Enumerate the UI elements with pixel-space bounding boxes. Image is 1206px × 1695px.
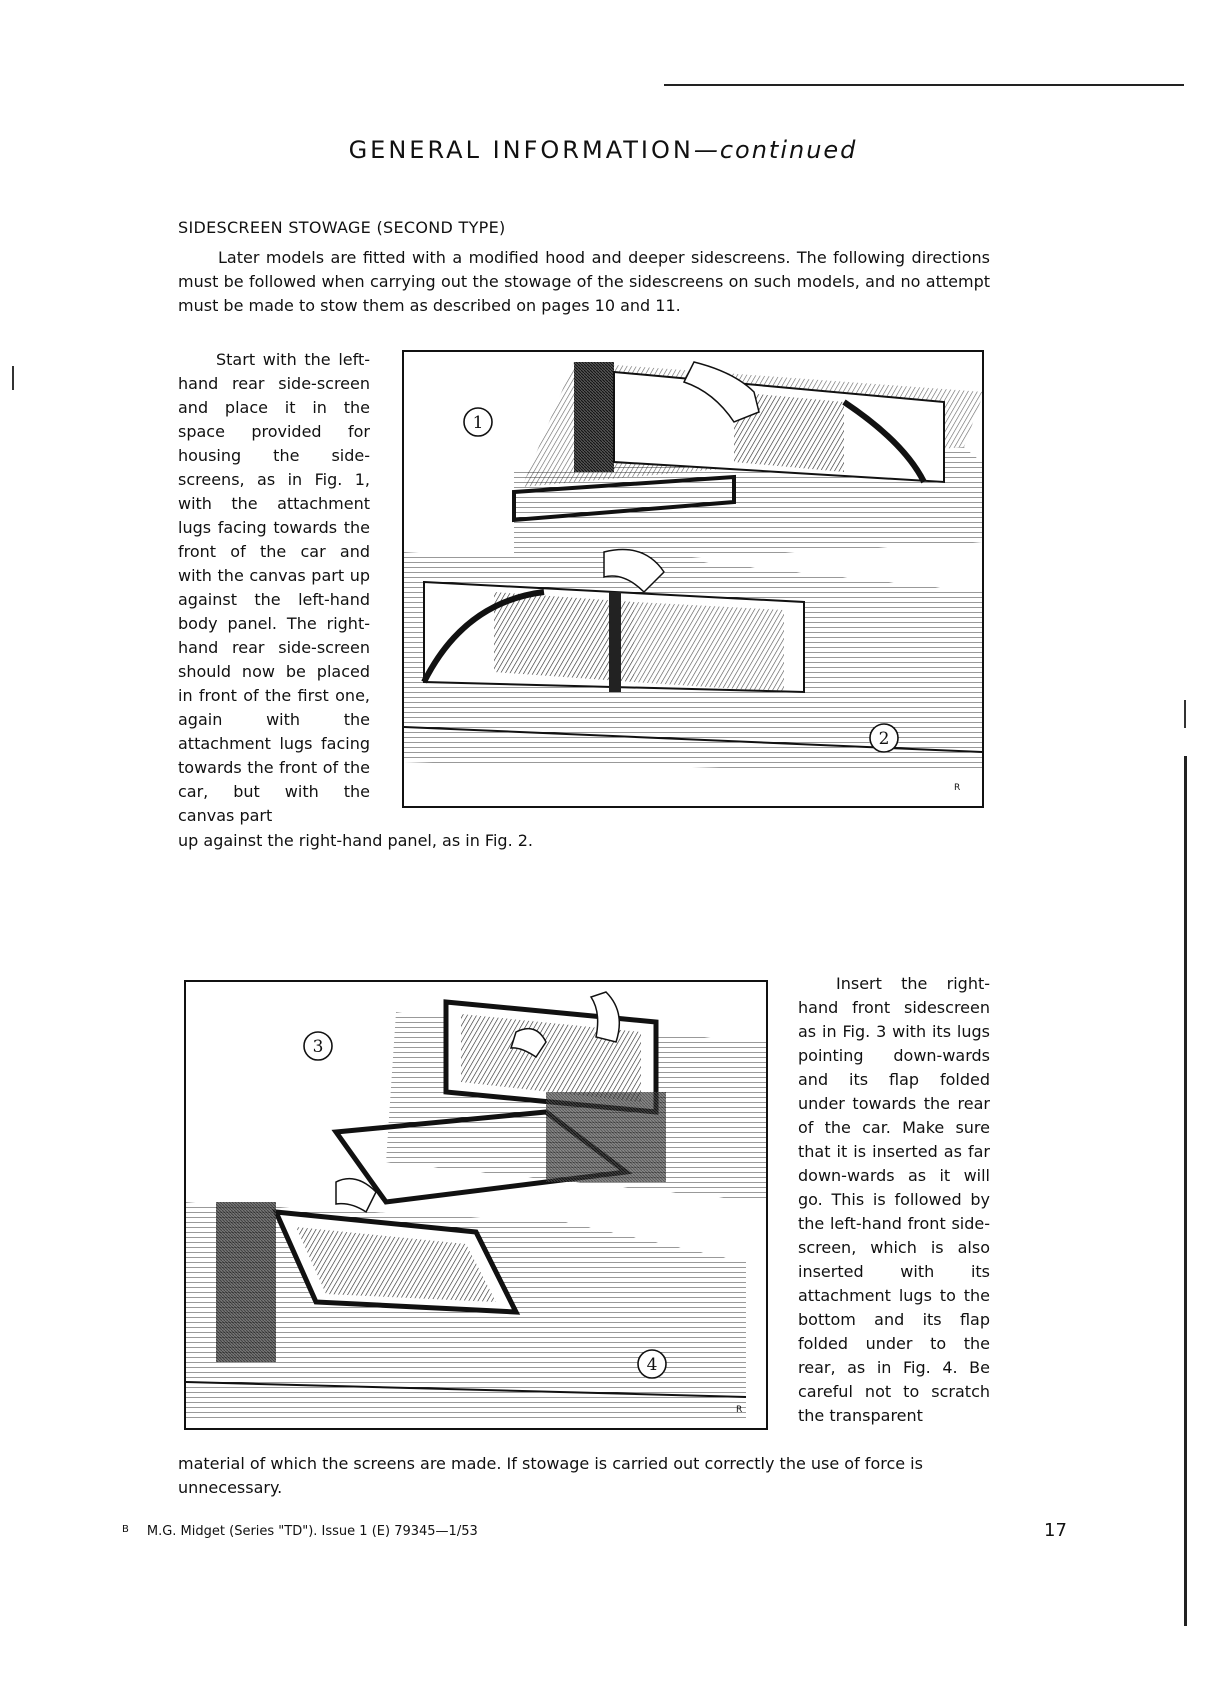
top-rule — [664, 84, 1184, 86]
page-title — [0, 136, 1206, 164]
paragraph-fig3-4: Insert the right-hand front sidescreen as in Fig. 3 with its lugs pointing down-wards and its flap folded under towards the rear of the car. Make sure that it is inserted as far down-wards as it will go. This is followed by the left-hand front side-screen, which is also inserted with its attachment lugs to the bottom and its flap folded under to the rear, as in Fig. 4. Be careful not to scratch the transparent — [798, 974, 990, 1425]
margin-mark — [1184, 700, 1186, 728]
section-heading: SIDESCREEN STOWAGE (SECOND TYPE) — [178, 218, 506, 237]
frame-post — [216, 1202, 276, 1362]
figure-1-2 — [402, 350, 984, 808]
figure-label-4: 4 — [646, 1355, 658, 1375]
figure-label-1: 1 — [472, 413, 484, 433]
page-footer — [122, 1524, 478, 1539]
figure-3-4 — [184, 980, 768, 1430]
artist-mark: R — [954, 783, 961, 793]
footer-text: M.G. Midget (Series "TD"). Issue 1 (E) 79345—1/53 — [146, 1524, 478, 1539]
figure-3-4-illustration — [186, 982, 766, 1428]
figure-label-2: 2 — [878, 729, 890, 749]
paragraph-fig1-2-continuation: up against the right-hand panel, as in Fig. 2. — [178, 831, 534, 850]
paragraph-fig1-2: Start with the left-hand rear side-screen and place it in the space provided for housing the side-screens, as in Fig. 1, with the attachment lugs facing towards the front of the car and with the canvas part up against the left-hand body panel. The right-hand rear side-screen should now be placed in front of the first one, again with the attachment lugs facing towards the front of the car, but with the canvas part — [178, 350, 370, 825]
margin-rule — [1184, 756, 1187, 1626]
figure-label-3: 3 — [312, 1037, 324, 1057]
frame-bar — [609, 592, 621, 692]
page-title-main: GENERAL INFORMATION — [348, 136, 694, 164]
artist-mark: R — [736, 1405, 743, 1415]
sidescreen-glass-lower-2 — [634, 602, 784, 692]
footer-marker: B — [122, 1524, 129, 1535]
figure-1-2-illustration — [404, 352, 982, 806]
sidescreen-frame — [574, 362, 614, 472]
page-title-suffix: —continued — [693, 136, 858, 164]
page-number: 17 — [1044, 1520, 1067, 1541]
paragraph-fig3-4-continuation: material of which the screens are made. If stowage is carried out correctly the use of force is unnecessary. — [178, 1454, 923, 1497]
recess-interior — [546, 1092, 666, 1182]
intro-paragraph: Later models are fitted with a modified hood and deeper sidescreens. The following directions must be followed when carrying out the stowage of the sidescreens on such models, and no attempt must be made to stow them as described on pages 10 and 11. — [178, 248, 990, 315]
margin-mark — [12, 366, 14, 390]
